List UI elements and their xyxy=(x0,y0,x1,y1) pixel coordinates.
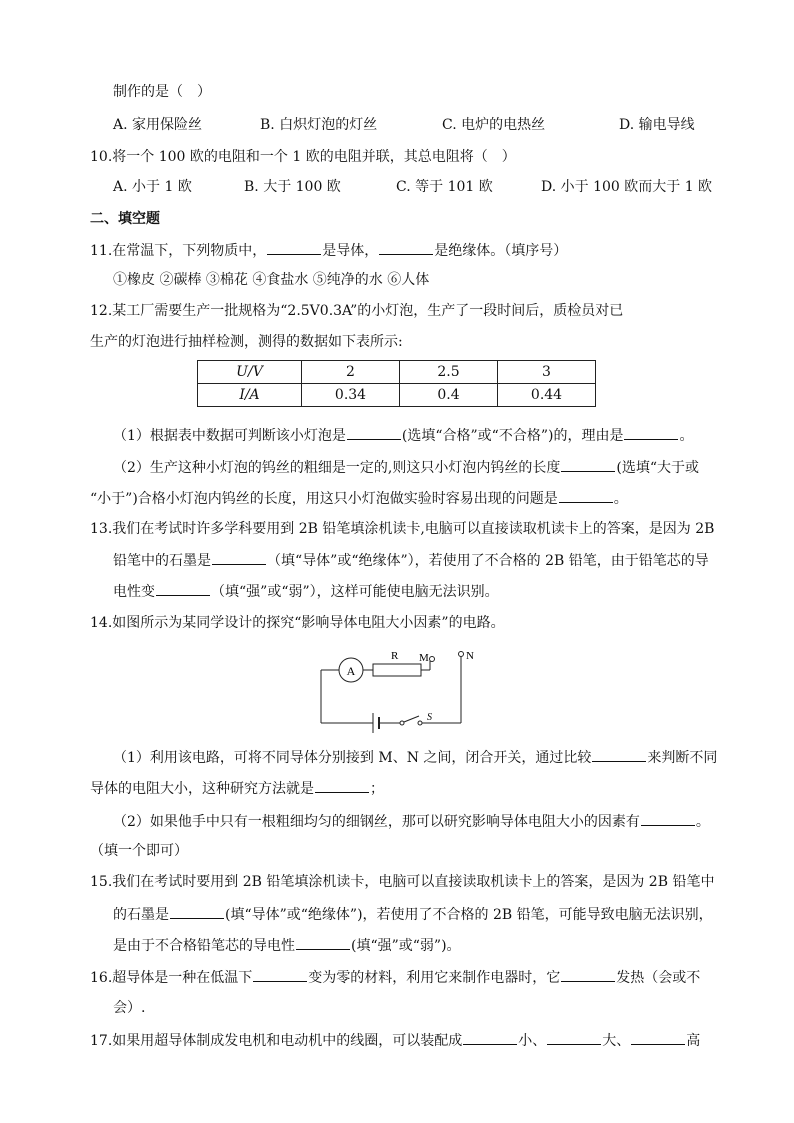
q14-sub-1-text-3: 导体的电阻大小，这种研究方法就是 xyxy=(90,781,314,797)
q16-line-2: 会）. xyxy=(113,1000,146,1016)
table-row xyxy=(198,384,596,407)
q14-blank-method[interactable] xyxy=(315,779,369,793)
q15-text-2: (填“导体”或“绝缘体”)，若使用了不合格的 2B 铅笔，可能导致电脑无法识别， xyxy=(225,907,713,923)
table-cell: I/A xyxy=(198,384,302,407)
q14-blank-factor[interactable] xyxy=(641,812,695,826)
q12-data-table xyxy=(197,360,596,407)
q9-option-c: C. 电炉的电热丝 xyxy=(442,117,546,133)
q12-line-2: 生产的灯泡进行抽样检测，测得的数据如下表所示: xyxy=(90,334,403,350)
q17-text-4: 高 xyxy=(686,1033,701,1049)
q12-line-1: 12.某工厂需要生产一批规格为“2.5V0.3A”的小灯泡，生产了一段时间后，质检员对已 xyxy=(90,303,624,319)
q13-text-3: 电性变 xyxy=(113,584,155,600)
q11-text-2: 是导体， xyxy=(322,243,379,259)
q9-option-a: A. 家用保险丝 xyxy=(113,117,203,133)
switch-contact-right-icon xyxy=(418,721,422,725)
q14-sub-2-note: （填一个即可） xyxy=(90,843,188,859)
terminal-m-icon xyxy=(430,657,435,662)
q15-text-4: (填“强”或“弱”)。 xyxy=(351,938,461,954)
q12-blank-problem[interactable] xyxy=(559,489,613,503)
table-cell: 0.4 xyxy=(400,384,498,407)
q15-blank-conductivity[interactable] xyxy=(296,936,350,950)
q10-option-a: A. 小于 1 欧 xyxy=(113,179,192,195)
section-fill-in-blank-title: 二、填空题 xyxy=(90,211,160,227)
resistor-label: R xyxy=(391,650,399,662)
q13-line-2 xyxy=(113,551,709,570)
q13-line-3 xyxy=(113,582,499,601)
q10-stem: 10.将一个 100 欧的电阻和一个 1 欧的电阻并联，其总电阻将（ ） xyxy=(90,149,516,165)
q17-text-2: 小、 xyxy=(518,1033,547,1049)
table-cell: 2 xyxy=(302,361,400,384)
q14-sub-1 xyxy=(113,748,717,767)
q16-text-1: 16.超导体是一种在低温下 xyxy=(90,970,253,986)
terminal-n-icon xyxy=(459,652,464,657)
q12-sub-1-text-1: （1）根据表中数据可判断该小灯泡是 xyxy=(113,428,346,444)
q12-sub-2-text-4: 。 xyxy=(613,491,628,507)
q14-sub-1-text-4: ； xyxy=(370,781,384,797)
q14-stem: 14.如图所示为某同学设计的探究“影响导体电阻大小因素”的电路。 xyxy=(90,615,505,631)
q15-text-1: 的石墨是 xyxy=(113,907,169,923)
q11-blank-insulator[interactable] xyxy=(379,241,433,255)
q16-blank-heat[interactable] xyxy=(561,968,615,982)
q13-blank-conductivity[interactable] xyxy=(156,582,210,596)
q17-blank-1[interactable] xyxy=(463,1031,517,1045)
q12-blank-length[interactable] xyxy=(561,458,615,472)
table-cell: 3 xyxy=(498,361,596,384)
q11-blank-conductor[interactable] xyxy=(267,241,321,255)
q14-sub-1-text-1: （1）利用该电路，可将不同导体分别接到 M、N 之间，闭合开关，通过比较 xyxy=(113,750,592,766)
q17-line-1 xyxy=(90,1031,700,1050)
q10-option-c: C. 等于 101 欧 xyxy=(396,179,493,195)
q12-blank-qualified[interactable] xyxy=(347,426,401,440)
q14-sub-2 xyxy=(113,812,710,831)
q15-line-1: 15.我们在考试时要用到 2B 铅笔填涂机读卡，电脑可以直接读取机读卡上的答案，是因为 2B 铅笔中 xyxy=(90,874,715,890)
q16-line-1 xyxy=(90,968,700,987)
ammeter-label: A xyxy=(346,664,356,678)
q14-sub-2-text-2: 。 xyxy=(695,814,710,830)
q14-sub-2-text-1: （2）如果他手中只有一根粗细均匀的细钢丝，那可以研究影响导体电阻大小的因素有 xyxy=(113,814,640,830)
table-cell: 0.34 xyxy=(302,384,400,407)
q14-blank-compare[interactable] xyxy=(592,748,646,762)
q9-option-d: D. 输电导线 xyxy=(619,117,695,133)
q10-option-d: D. 小于 100 欧而大于 1 欧 xyxy=(541,179,713,195)
q13-text-2: （填“导体”或“绝缘体”），若使用了不合格的 2B 铅笔，由于铅笔芯的导 xyxy=(267,553,709,569)
q17-text-1: 17.如果用超导体制成发电机和电动机中的线圈，可以装配成 xyxy=(90,1033,463,1049)
q9-continuation: 制作的是（ ） xyxy=(113,84,211,100)
switch-contact-left-icon xyxy=(400,721,404,725)
q14-sub-1-text-2: 来判断不同 xyxy=(647,750,718,766)
q11-items: ①橡皮 ②碳棒 ③棉花 ④食盐水 ⑤纯净的水 ⑥人体 xyxy=(113,272,430,288)
terminal-n-label: N xyxy=(466,650,474,662)
q12-sub-2-cont xyxy=(90,489,628,508)
q14-sub-1-cont xyxy=(90,779,384,798)
q15-blank-graphite[interactable] xyxy=(170,905,224,919)
resistor-icon xyxy=(373,664,421,676)
table-cell: 0.44 xyxy=(498,384,596,407)
q15-line-3 xyxy=(113,936,461,955)
q11-text-3: 是绝缘体。（填序号） xyxy=(434,243,568,259)
q12-sub-2-text-1: （2）生产这种小灯泡的钨丝的粗细是一定的,则这只小灯泡内钨丝的长度 xyxy=(113,460,561,476)
q15-line-2 xyxy=(113,905,713,924)
table-cell: U/V xyxy=(198,361,302,384)
switch-label: S xyxy=(427,712,432,723)
q11-text-1: 11.在常温下，下列物质中， xyxy=(90,243,267,259)
q17-text-3: 大、 xyxy=(602,1033,631,1049)
q12-sub-2-text-3: “小于”)合格小灯泡内钨丝的长度，用这只小灯泡做实验时容易出现的问题是 xyxy=(90,491,558,507)
q16-blank-resistance[interactable] xyxy=(253,968,307,982)
q9-option-b: B. 白炽灯泡的灯丝 xyxy=(260,117,378,133)
q17-blank-2[interactable] xyxy=(547,1031,601,1045)
q13-text-4: （填“强”或“弱”），这样可能使电脑无法识别。 xyxy=(211,584,499,600)
q16-text-2: 变为零的材料，利用它来制作电器时，它 xyxy=(308,970,561,986)
q13-text-1: 铅笔中的石墨是 xyxy=(113,553,211,569)
q13-line-1: 13.我们在考试时许多学科要用到 2B 铅笔填涂机读卡,电脑可以直接读取机读卡上的答案，是因为 2B xyxy=(90,521,715,537)
q14-circuit-diagram xyxy=(317,645,474,730)
q17-blank-3[interactable] xyxy=(631,1031,685,1045)
q12-sub-1-text-2: (选填“合格”或“不合格”)的，理由是 xyxy=(401,428,624,444)
table-cell: 2.5 xyxy=(400,361,498,384)
q12-sub-1 xyxy=(113,426,693,445)
terminal-m-label: M xyxy=(419,652,429,664)
q13-blank-graphite[interactable] xyxy=(212,551,266,565)
table-row xyxy=(198,361,596,384)
q11-stem xyxy=(90,241,567,260)
q12-sub-2 xyxy=(113,458,699,477)
q16-text-3: 发热（会或不 xyxy=(616,970,701,986)
q12-blank-reason[interactable] xyxy=(624,426,678,440)
switch-lever-icon xyxy=(404,716,419,722)
q10-option-b: B. 大于 100 欧 xyxy=(244,179,341,195)
q15-text-3: 是由于不合格铅笔芯的导电性 xyxy=(113,938,295,954)
q12-sub-1-text-3: 。 xyxy=(679,428,694,444)
q12-sub-2-text-2: (选填“大于或 xyxy=(616,460,699,476)
